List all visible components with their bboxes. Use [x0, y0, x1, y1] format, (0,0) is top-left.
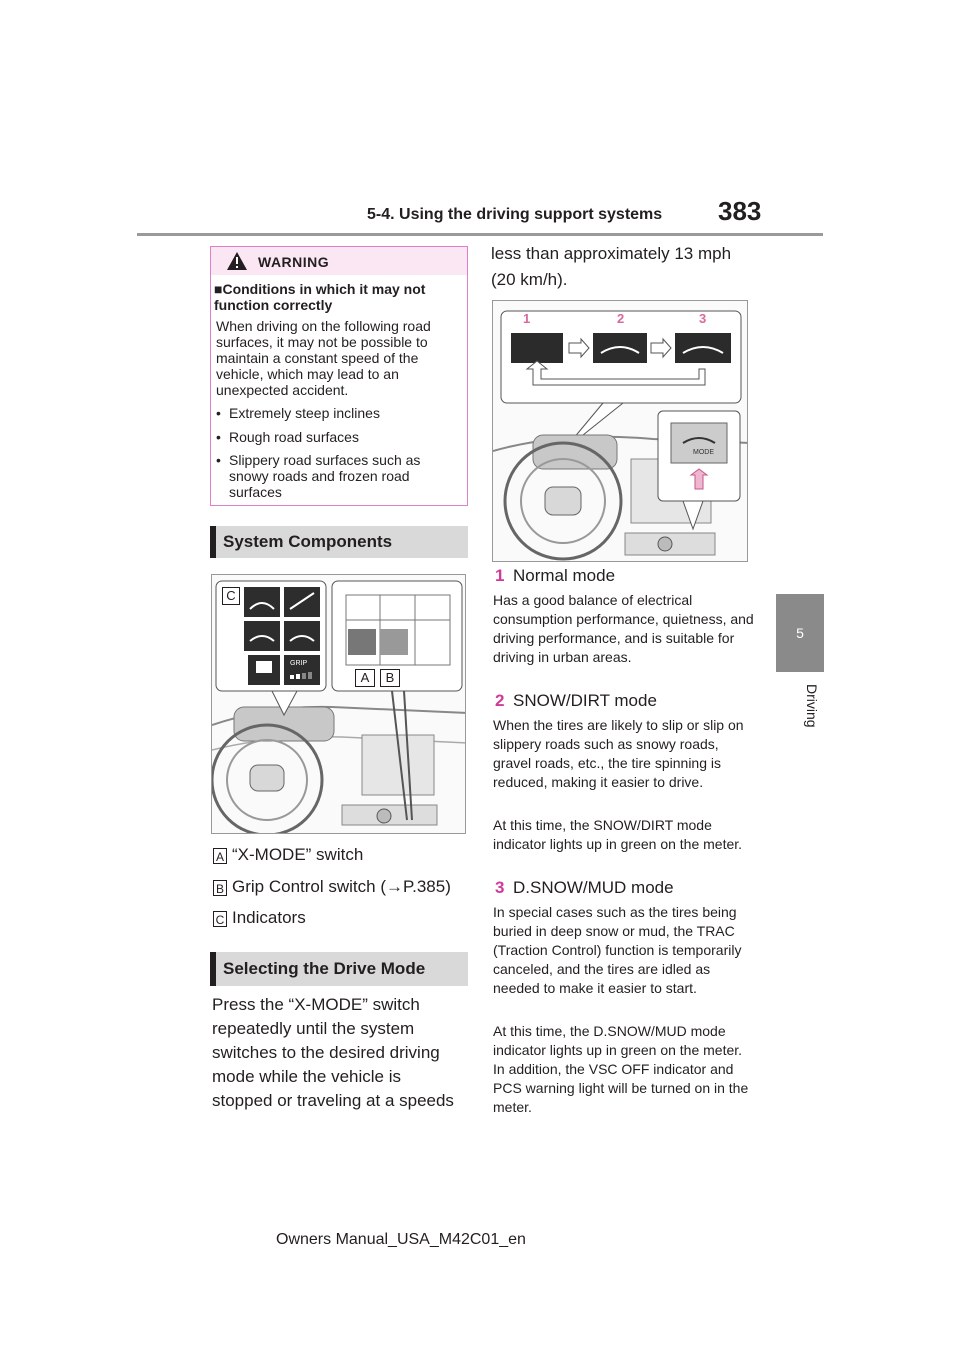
warning-item: Extremely steep inclines	[229, 405, 380, 421]
legend-text: Indicators	[232, 908, 306, 927]
header-rule	[137, 233, 823, 236]
warning-item: Slippery road surfaces such as snowy roads and frozen road surfaces	[229, 452, 421, 500]
mode-title: Normal mode	[513, 566, 616, 585]
selecting-paragraph: Press the “X-MODE” switch repeatedly until the system switches to the desired driving mode while the vehicle is stopped or traveling at a speeds	[212, 995, 454, 1110]
diagram-number: 3	[699, 311, 707, 326]
selecting-heading: Selecting the Drive Mode	[223, 959, 426, 978]
mode-number: 1	[495, 566, 505, 585]
warning-intro: When driving on the following road surfaces, it may not be possible to maintain a constant speed of the vehicle, which may lead to an unexpected accident.	[216, 318, 431, 398]
selecting-paragraph-continued: less than approximately 13 mph (20 km/h).	[491, 244, 732, 289]
label-b: B	[380, 669, 400, 687]
mode-sequence-illustration	[493, 301, 748, 562]
legend-letter: C	[213, 911, 227, 927]
mode-number: 3	[495, 878, 505, 897]
page-number: 383	[718, 196, 762, 226]
section-title: 5-4. Using the driving support systems	[367, 206, 663, 223]
warning-triangle-icon	[226, 251, 248, 271]
warning-heading: WARNING	[258, 254, 330, 270]
mode-description: In special cases such as the tires being buried in deep snow or mud, the TRAC (Traction Control) function is temporarily canceled, and the tires are idled as needed to make it easier to start.	[493, 904, 742, 996]
diagram-number: 1	[523, 311, 531, 326]
grip-label: GRIP	[290, 660, 308, 667]
mode-description: At this time, the D.SNOW/MUD mode indicator lights up in green on the meter. In addition, the VSC OFF indicator and PCS warning light will be turned on in the meter.	[493, 1023, 749, 1115]
mode-description: At this time, the SNOW/DIRT mode indicator lights up in green on the meter.	[493, 817, 743, 852]
drive-mode-illustration	[492, 300, 748, 562]
dashboard-illustration	[212, 575, 466, 834]
footer-text: Owners Manual_USA_M42C01_en	[276, 1231, 526, 1248]
chapter-tab: 5	[776, 594, 824, 672]
warning-item: Rough road surfaces	[229, 429, 359, 445]
mode-title: SNOW/DIRT mode	[513, 691, 657, 710]
mode-number: 2	[495, 691, 505, 710]
mode-description: Has a good balance of electrical consumption performance, quietness, and driving performance, and is suitable for driving in urban areas.	[493, 592, 754, 665]
legend-text: Grip Control switch (→P.385)	[232, 877, 451, 896]
diagram-number: 2	[617, 311, 625, 326]
legend-letter: B	[213, 880, 227, 896]
system-components-illustration	[211, 574, 466, 834]
legend-letter: A	[213, 848, 227, 864]
warning-bullet: •	[216, 405, 221, 421]
chapter-label: Driving	[804, 684, 820, 728]
mode-description: When the tires are likely to slip or slip on slippery roads such as snowy roads, gravel roads, etc., the tire spinning is reduced, making it easier to drive.	[493, 717, 744, 790]
mode-title: D.SNOW/MUD mode	[513, 878, 674, 897]
warning-bullet: •	[216, 429, 221, 445]
label-c: C	[222, 587, 240, 605]
switch-label: MODE	[693, 449, 714, 456]
warning-subheading: ■Conditions in which it may not function correctly	[214, 281, 426, 313]
legend-text: “X-MODE” switch	[232, 845, 364, 864]
warning-bullet: •	[216, 452, 221, 468]
warning-header	[211, 247, 467, 275]
system-components-heading: System Components	[223, 532, 393, 551]
label-a: A	[355, 669, 375, 687]
